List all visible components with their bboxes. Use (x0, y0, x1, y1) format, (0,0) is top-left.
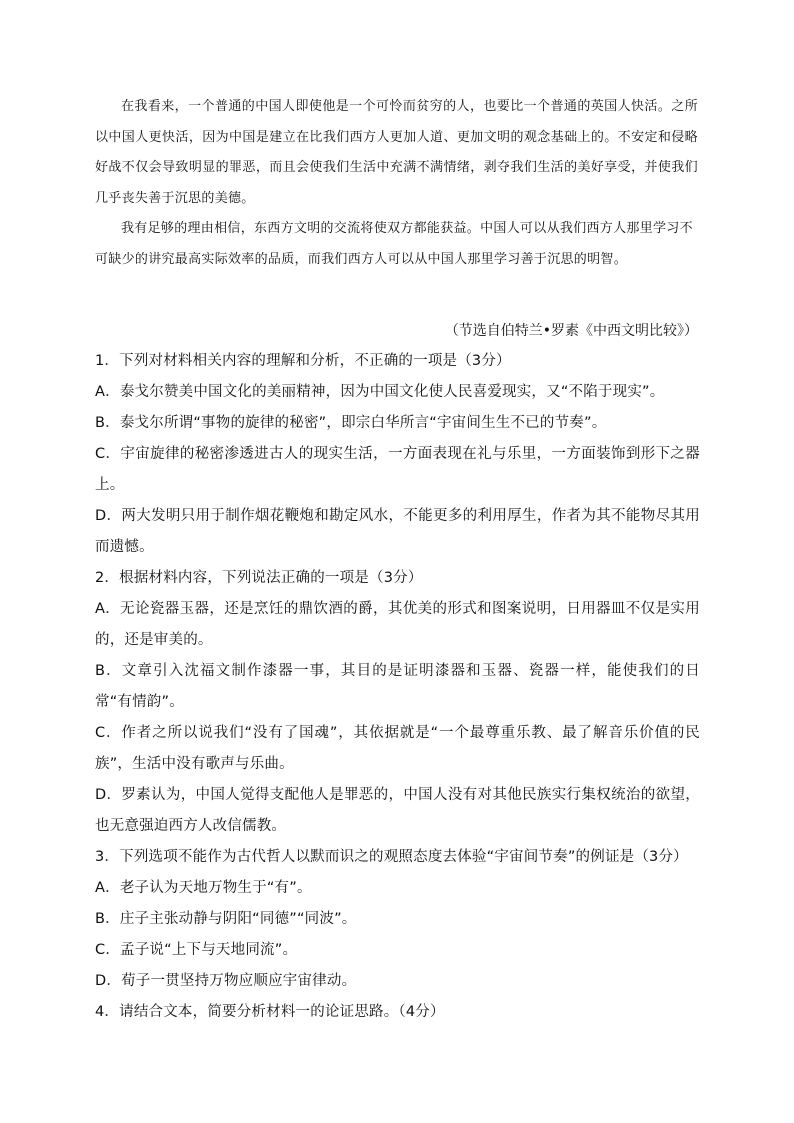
question-2-option-c: C．作者之所以说我们“没有了国魂”，其依据就是“一个最尊重乐教、最了解音乐价值的民族”，生活中没有歌声与乐曲。 (95, 725, 700, 772)
passage-paragraph-2: 我有足够的理由相信，东西方文明的交流将使双方都能获益。中国人可以从我们西方人那里学习不可缺少的讲究最高实际效率的品质，而我们西方人可以从中国人那里学习善于沉思的明智。 (95, 221, 693, 267)
question-3-option-a: A．老子认为天地万物生于“有”。 (95, 880, 312, 896)
question-3-option-c: C．孟子说“上下与天地同流”。 (95, 942, 298, 958)
question-list (95, 346, 700, 1028)
question-3-option-d: D．荀子一贯坚持万物应顺应宇宙律动。 (95, 973, 357, 989)
question-2-option-d: D．罗素认为，中国人觉得支配他人是罪恶的，中国人没有对其他民族实行集权统治的欲望，也无意强迫西方人改信儒教。 (95, 787, 700, 834)
question-1-option-b: B．泰戈尔所谓“事物的旋律的秘密”，即宗白华所言“宇宙间生生不已的节奏”。 (95, 415, 607, 431)
question-1-option-c: C．宇宙旋律的秘密渗透进古人的现实生活，一方面表现在礼与乐里，一方面装饰到形下之器上。 (95, 446, 700, 493)
question-3-stem: 3．下列选项不能作为古代哲人以默而识之的观照态度去体验“宇宙间节奏”的例证是（3分） (95, 849, 688, 865)
question-3 (95, 842, 700, 997)
question-2-option-a: A．无论瓷器玉器，还是烹饪的鼎饮酒的爵，其优美的形式和图案说明，日用器皿不仅是实用的，还是审美的。 (95, 601, 700, 648)
question-4-stem: 4．请结合文本，简要分析材料一的论证思路。（4分） (95, 1004, 445, 1020)
passage-paragraph-1: 在我看来，一个普通的中国人即使他是一个可怜而贫穷的人，也要比一个普通的英国人快活。之所以中国人更快活，因为中国是建立在比我们西方人更加人道、更加文明的观念基础上的。不安定和侵略好战不仅会导致明显的罪恶，而且会使我们生活中充满不满情绪，剥夺我们生活的美好享受，并使我们几乎丧失善于沉思的美德。 (95, 99, 698, 206)
question-2 (95, 563, 700, 842)
reading-passage (95, 92, 698, 275)
question-4 (95, 997, 700, 1028)
question-2-option-b: B．文章引入沈福文制作漆器一事，其目的是证明漆器和玉器、瓷器一样，能使我们的日常“有情韵”。 (95, 663, 700, 710)
question-1-option-a: A．泰戈尔赞美中国文化的美丽精神，因为中国文化使人民喜爱现实，又“不陷于现实”。 (95, 384, 665, 400)
question-1 (95, 346, 700, 563)
question-2-stem: 2．根据材料内容，下列说法正确的一项是（3分） (95, 570, 423, 586)
question-3-option-b: B．庄子主张动静与阴阳“同德”“同波”。 (95, 911, 357, 927)
question-1-stem: 1．下列对材料相关内容的理解和分析，不正确的一项是（3分） (95, 353, 511, 369)
passage-source: （节选自伯特兰•罗素《中西文明比较》） (444, 323, 698, 339)
question-1-option-d: D．两大发明只用于制作烟花鞭炮和勘定风水，不能更多的利用厚生，作者为其不能物尽其用而遗憾。 (95, 508, 700, 555)
